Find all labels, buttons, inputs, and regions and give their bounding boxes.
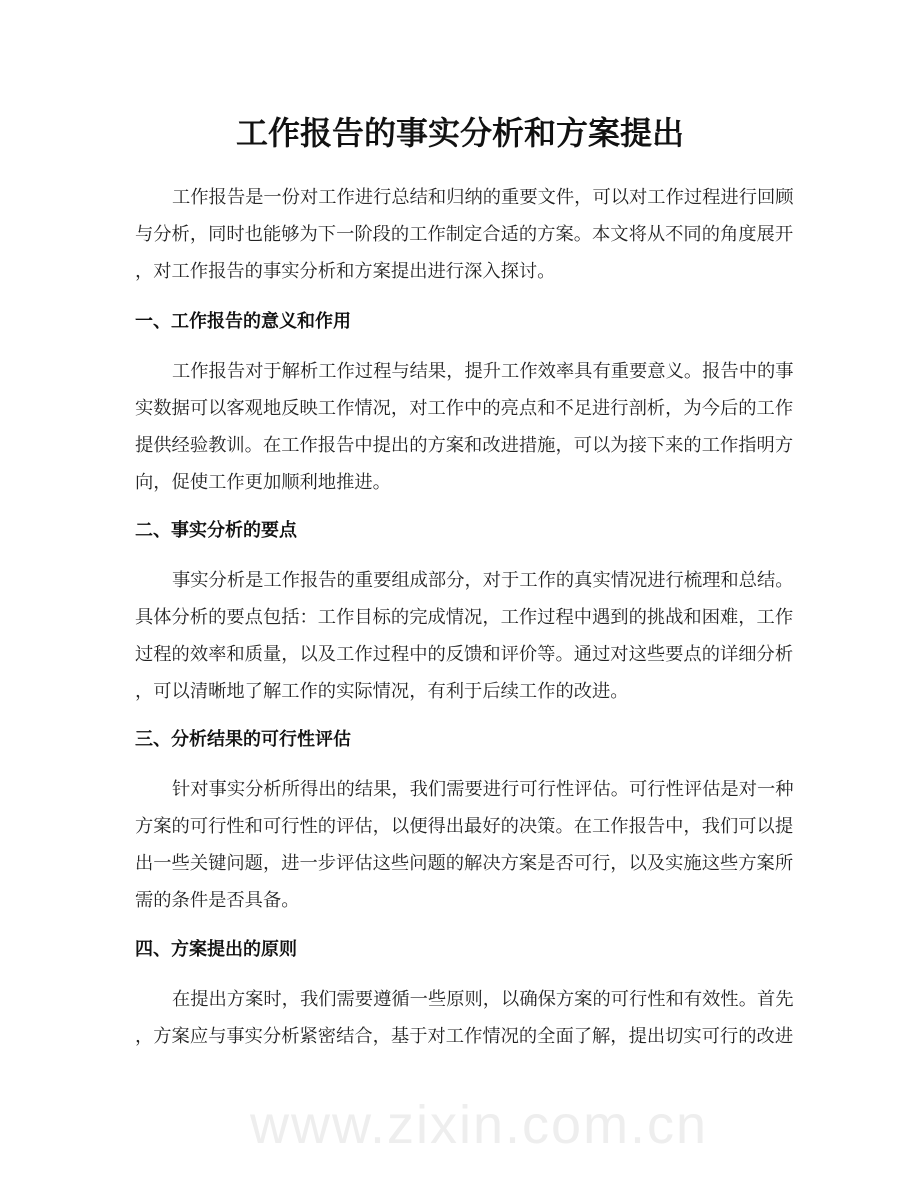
section-heading: 四、方案提出的原则: [135, 939, 297, 960]
text-line: 工作报告对于解析工作过程与结果，提升工作效率具有重要意义。报告中的事: [172, 361, 794, 382]
text-line: 与分析，同时也能够为下一阶段的工作制定合适的方案。本文将从不同的角度展开: [135, 224, 794, 245]
text-line: 实数据可以客观地反映工作情况，对工作中的亮点和不足进行剖析，为今后的工作: [135, 398, 794, 419]
text-line: 在提出方案时，我们需要遵循一些原则，以确保方案的可行性和有效性。首先: [172, 989, 794, 1010]
section-heading: 二、事实分析的要点: [135, 520, 297, 541]
text-line: 工作报告是一份对工作进行总结和归纳的重要文件，可以对工作过程进行回顾: [172, 187, 794, 208]
section-heading: 一、工作报告的意义和作用: [135, 311, 351, 332]
text-line: 向，促使工作更加顺利地推进。: [135, 472, 391, 493]
text-line: 出一些关键问题，进一步评估这些问题的解决方案是否可行，以及实施这些方案所: [135, 853, 794, 874]
section-1: [135, 303, 795, 501]
section-2: [135, 512, 795, 710]
document-title: 工作报告的事实分析和方案提出: [235, 114, 684, 152]
text-line: 需的条件是否具备。: [135, 890, 300, 911]
text-line: ，可以清晰地了解工作的实际情况，有利于后续工作的改进。: [135, 681, 629, 702]
section-heading: 三、分析结果的可行性评估: [135, 729, 351, 750]
text-line: 过程的效率和质量，以及工作过程中的反馈和评价等。通过对这些要点的详细分析: [135, 644, 794, 665]
text-line: ，对工作报告的事实分析和方案提出进行深入探讨。: [135, 261, 556, 282]
text-line: 针对事实分析所得出的结果，我们需要进行可行性评估。可行性评估是对一种: [172, 779, 794, 800]
section-4: [135, 931, 795, 1055]
section-3: [135, 721, 795, 919]
text-line: ，方案应与事实分析紧密结合，基于对工作情况的全面了解，提出切实可行的改进: [135, 1026, 794, 1047]
text-line: 方案的可行性和可行性的评估，以便得出最好的决策。在工作报告中，我们可以提: [135, 816, 794, 837]
watermark: www.zixin.com.cn: [250, 1095, 709, 1155]
intro-paragraph: [135, 179, 795, 290]
text-line: 事实分析是工作报告的重要组成部分，对于工作的真实情况进行梳理和总结。: [172, 570, 794, 591]
text-line: 提供经验教训。在工作报告中提出的方案和改进措施，可以为接下来的工作指明方: [135, 435, 794, 456]
text-line: 具体分析的要点包括：工作目标的完成情况，工作过程中遇到的挑战和困难，工作: [135, 607, 794, 628]
